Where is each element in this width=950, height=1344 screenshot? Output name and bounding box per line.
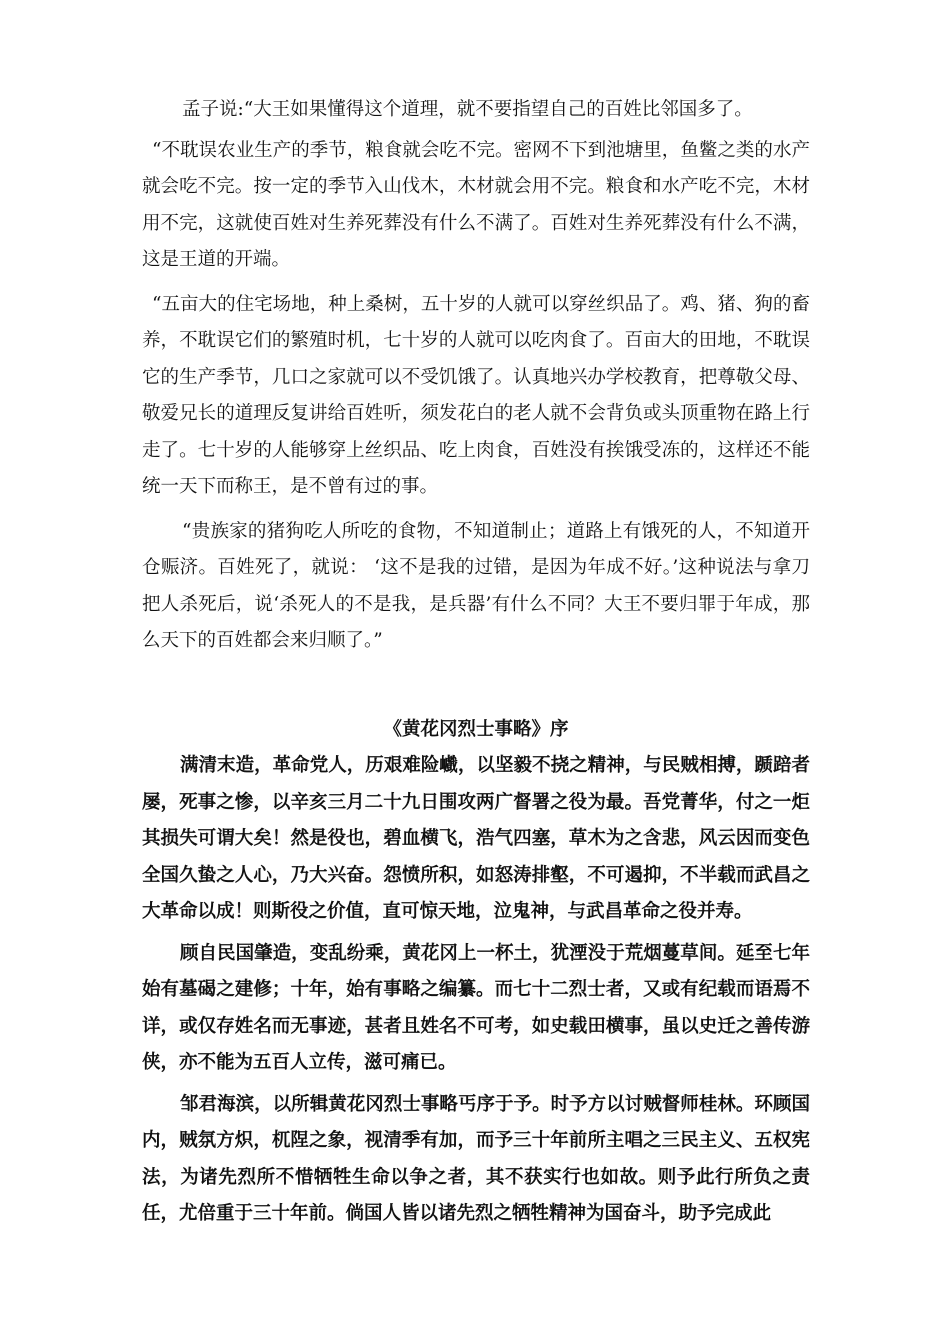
preface-title: 《黄花冈烈士事略》序 [383, 719, 569, 740]
preface-paragraph-2: 顾自民国肇造，变乱纷乘，黄花冈上一杯土，犹湮没于荒烟蔓草间。延至七年始有墓碣之建修；十年，始有事略之编纂。而七十二烈士者，又或有纪载而语焉不详，或仅存姓名而无事迹，甚者且姓名不可考，如史载田横事，虽以史迁之善传游侠，亦不能为五百人立传，滋可痛已。 [142, 942, 810, 1073]
translation-paragraph-2: “不耽误农业生产的季节，粮食就会吃不完。密网不下到池塘里，鱼鳖之类的水产就会吃不完。按一定的季节入山伐木，木材就会用不完。粮食和水产吃不完，木材用不完，这就使百姓对生养死葬没有什么不满了。百姓对生养死葬没有什么不满，这是王道的开端。 [142, 139, 810, 270]
translation-paragraph-4: “贵族家的猪狗吃人所吃的食物，不知道制止；道路上有饿死的人，不知道开仓赈济。百姓死了，就说： ‘这不是我的过错，是因为年成不好。’这种说法与拿刀把人杀死后，说‘杀死人的不是我，是兵器’有什么不同？大王不要归罪于年成，那么天下的百姓都会来归顺了。” [142, 520, 810, 651]
preface-section [142, 748, 810, 1233]
translation-section [142, 92, 810, 660]
translation-paragraph-3: “五亩大的住宅场地，种上桑树，五十岁的人就可以穿丝织品了。鸡、猪、狗的畜养，不耽误它们的繁殖时机，七十岁的人就可以吃肉食了。百亩大的田地，不耽误它的生产季节，几口之家就可以不受饥饿了。认真地兴办学校教育，把尊敬父母、敬爱兄长的道理反复讲给百姓听，须发花白的老人就不会背负或头顶重物在路上行走了。七十岁的人能够穿上丝织品、吃上肉食，百姓没有挨饿受冻的，这样还不能统一天下而称王，是不曾有过的事。 [142, 293, 810, 497]
preface-paragraph-1: 满清末造，革命党人，历艰难险巇，以坚毅不挠之精神，与民贼相搏，踬踣者屡，死事之惨，以辛亥三月二十九日围攻两广督署之役为最。吾党菁华，付之一炬其损失可谓大矣！然是役也，碧血横飞，浩气四塞，草木为之含悲，风云因而变色全国久蛰之人心，乃大兴奋。怨愤所积，如怒涛排壑，不可遏抑，不半载而武昌之大革命以成！则斯役之价值，直可惊天地，泣鬼神，与武昌革命之役并寿。 [142, 755, 810, 922]
preface-paragraph-3: 邹君海滨，以所辑黄花冈烈士事略丐序于予。时予方以讨贼督师桂林。环顾国内，贼氛方炽，杌陧之象，视清季有加，而予三十年前所主唱之三民主义、五权宪法，为诸先烈所不惜牺牲生命以争之者，其不获实行也如故。则予此行所负之责任，尤倍重于三十年前。倘国人皆以诸先烈之牺牲精神为国奋斗，助予完成此 [142, 1093, 810, 1224]
translation-paragraph-1: 孟子说:“大王如果懂得这个道理，就不要指望自己的百姓比邻国多了。 [182, 99, 753, 120]
